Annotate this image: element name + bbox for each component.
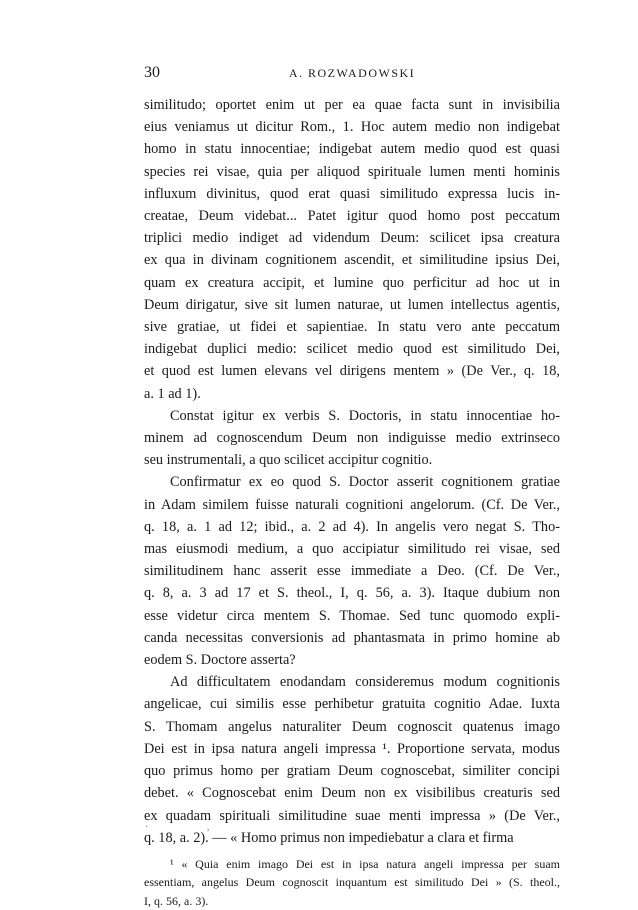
text-line: debet. « Cognoscebat enim Deum non ex visibilibus creaturis sed: [144, 785, 560, 802]
page-specks: · ,: [145, 822, 238, 833]
text-line: eodem S. Doctore asserta?: [144, 652, 296, 669]
text-line: species rei visae, quia per aliquod spirituale lumen menti hominis: [144, 163, 560, 180]
footnote-line: essentiam, angelus Deum cognoscit inquantum est similitudo Dei » (S. theol.,: [144, 875, 560, 890]
text-line: in Adam similem fuisse naturali cognitioni angelorum. (Cf. De Ver.,: [144, 496, 560, 513]
text-line: a. 1 ad 1).: [144, 385, 201, 402]
text-line: creatae, Deum videbat... Patet igitur quod homo post peccatum: [144, 208, 560, 225]
text-line: ex quadam spirituali similitudine suae menti impressa » (De Ver.,: [144, 807, 560, 824]
page: [144, 64, 560, 910]
footnote-line: I, q. 56, a. 3).: [144, 893, 209, 908]
text-line: et quod est lumen elevans vel dirigens mentem » (De Ver., q. 18,: [144, 363, 560, 380]
text-line: minem ad cognoscendum Deum non indiguisse medio extrinseco: [144, 430, 560, 447]
text-line: Constat igitur ex verbis S. Doctoris, in statu innocentiae ho-: [170, 407, 560, 424]
text-line: Ad difficultatem enodandam consideremus modum cognitionis: [170, 674, 560, 691]
text-line: q. 18, a. 1 ad 12; ibid., a. 2 ad 4). In angelis vero negat S. Tho-: [144, 518, 560, 535]
text-line: quo primus homo per gratiam Deum cognoscebat, similiter concipi: [144, 763, 560, 780]
text-line: indigebat duplici medio: scilicet medio quod est similitudo Dei,: [144, 341, 560, 358]
text-line: esse videtur circa mentem S. Thomae. Sed tunc quomodo expli-: [144, 607, 560, 624]
text-line: q. 8, a. 3 ad 17 et S. theol., I, q. 56, a. 3). Itaque dubium non: [144, 585, 560, 602]
body-text: [144, 94, 560, 849]
text-line: q. 18, a. 2). — « Homo primus non impediebatur a clara et firma: [144, 829, 514, 846]
running-head: [144, 64, 560, 86]
text-line: eius veniamus ut dicitur Rom., 1. Hoc autem medio non indigebat: [144, 119, 560, 136]
text-line: homo in statu innocentiae; indigebat autem medio quod est quasi: [144, 141, 560, 158]
text-line: seu instrumentali, a quo scilicet accipitur cognitio.: [144, 452, 433, 469]
text-line: S. Thomam angelus naturaliter Deum cognoscit quatenus imago: [144, 718, 560, 735]
text-line: Dei est in ipsa natura angeli impressa ¹. Proportione servata, modus: [144, 740, 560, 757]
text-line: sive gratiae, ut fidei et sapientiae. In statu vero ante peccatum: [144, 319, 560, 336]
text-line: canda necessitas conversionis ad phantasmata in primo homine ab: [144, 629, 560, 646]
footnotes: [144, 855, 560, 910]
text-line: quam ex creatura accipit, et lumine quo perficitur ad hoc ut in: [144, 274, 560, 291]
page-number: 30: [144, 64, 160, 81]
text-line: angelicae, cui similis esse perhibetur gratuita cognitio Adae. Iuxta: [144, 696, 560, 713]
text-line: Confirmatur ex eo quod S. Doctor asserit cognitionem gratiae: [170, 474, 560, 491]
text-line: ex qua in divinam cognitionem ascendit, et similitudine ipsius Dei,: [144, 252, 560, 269]
text-line: similitudo; oportet enim ut per ea quae facta sunt in invisibilia: [144, 97, 560, 113]
text-line: Deum dirigatur, sive sit lumen naturae, ut lumen intellectus agentis,: [144, 296, 560, 313]
text-line: mas eiusmodi medium, a quo accipiatur similitudo rei visae, sed: [144, 541, 560, 558]
text-line: similitudinem hanc asserit esse immediate a Deo. (Cf. De Ver.,: [144, 563, 560, 580]
text-line: influxum divinitus, quod erat quasi similitudo expressa lucis in-: [144, 185, 560, 202]
text-line: triplici medio indiget ad videndum Deum: scilicet ipsa creatura: [144, 230, 560, 247]
running-title: A. ROZWADOWSKI: [288, 66, 416, 80]
footnote-line: ¹ « Quia enim imago Dei est in ipsa natura angeli impressa per suam: [170, 856, 560, 871]
